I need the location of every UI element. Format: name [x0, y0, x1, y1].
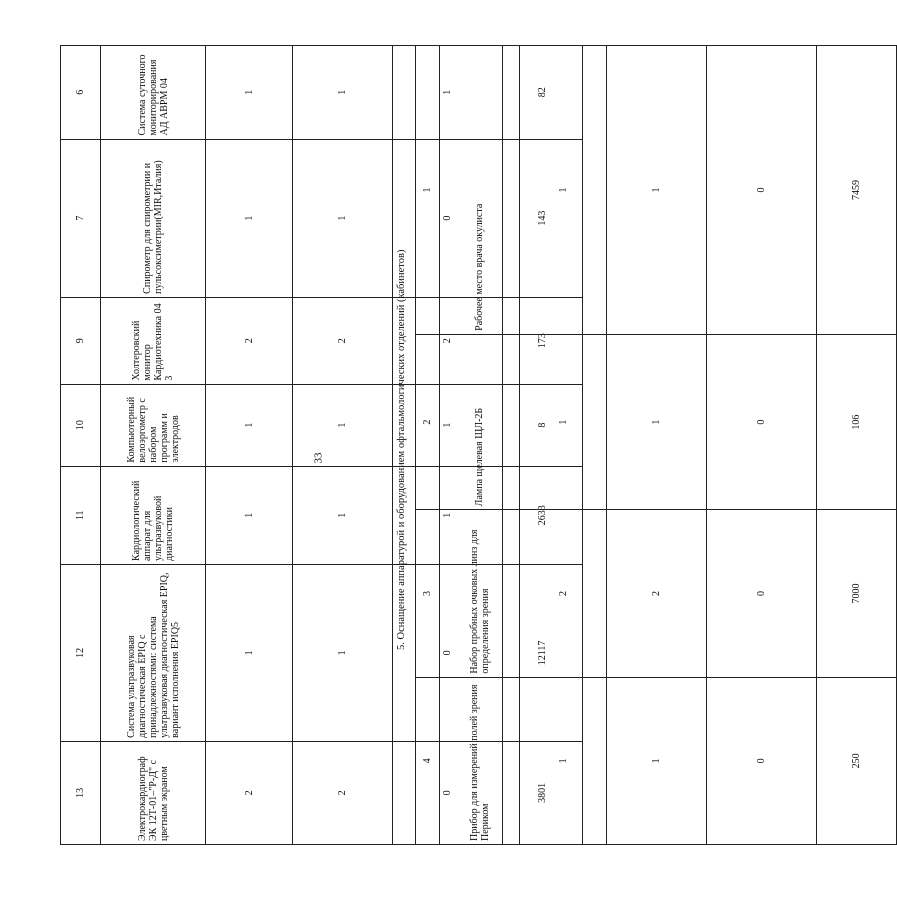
- field-row-c2: [293, 46, 393, 845]
- cell-no: 12: [61, 564, 101, 741]
- cell-c1: 1: [206, 564, 293, 741]
- cell-c3: 0: [707, 46, 817, 335]
- cell-c1: 2: [206, 741, 293, 844]
- cell-no: 1: [416, 46, 440, 335]
- cell-no: 9: [61, 297, 101, 384]
- cell-name: Компьютерный велоэргометр с набором программ и электродов: [101, 384, 206, 466]
- cell-c3: 0: [707, 334, 817, 509]
- cell-c1: 1: [206, 46, 293, 140]
- cell-c3: 0: [393, 741, 503, 844]
- cell-c4: 3801: [503, 741, 583, 844]
- cell-c1: 1: [206, 139, 293, 297]
- field-row-c1: [206, 46, 293, 845]
- cell-name: Холтеровский монитор Кардиотехника 04 3: [101, 297, 206, 384]
- cell-no: 2: [416, 334, 440, 509]
- field-row-no: [61, 46, 101, 845]
- equipment-table-bottom: [415, 45, 897, 845]
- page-number: 33: [312, 452, 325, 464]
- cell-c1: 1: [206, 384, 293, 466]
- cell-name: Спирометр для спирометрии и пульсоксиметрии(MIR,Италия): [101, 139, 206, 297]
- cell-c2: 1: [293, 46, 393, 140]
- cell-c3: 0: [393, 564, 503, 741]
- cell-c3: 1: [393, 46, 503, 140]
- cell-c1: 2: [206, 297, 293, 384]
- cell-name: Кардиологический аппарат для ультразвуковой диагностики: [101, 466, 206, 564]
- cell-no: 13: [61, 741, 101, 844]
- cell-name: Система суточного мониторирования АД АВРМ 04: [101, 46, 206, 140]
- cell-no: 10: [61, 384, 101, 466]
- field-row-c4: [817, 46, 897, 845]
- cell-c4: 7459: [817, 46, 897, 335]
- cell-no: 4: [416, 677, 440, 844]
- cell-c2: 1: [293, 384, 393, 466]
- cell-c2: 1: [607, 677, 707, 844]
- cell-c1: 1: [520, 334, 607, 509]
- cell-name: Прибор для измерений полей зрения Периком: [440, 677, 520, 844]
- cell-c1: 1: [520, 46, 607, 335]
- cell-c4: 106: [817, 334, 897, 509]
- field-row-c2: [607, 46, 707, 845]
- cell-c3: 2: [393, 297, 503, 384]
- cell-c3: 0: [393, 139, 503, 297]
- cell-c2: 2: [293, 741, 393, 844]
- cell-c2: 2: [607, 510, 707, 677]
- cell-c3: 1: [393, 466, 503, 564]
- cell-c4: 7000: [817, 510, 897, 677]
- cell-no: 11: [61, 466, 101, 564]
- cell-name: Рабочее место врача окулиста: [440, 46, 520, 335]
- cell-c2: 2: [293, 297, 393, 384]
- cell-name: Система ультразвуковая диагностическая EPIQ с принадлежностями: система ультразвуковая диагностическая EPIQ, вариант исполнения EPIQ5: [101, 564, 206, 741]
- cell-c4: 143: [503, 139, 583, 297]
- cell-c4: 82: [503, 46, 583, 140]
- cell-c2: 1: [293, 139, 393, 297]
- cell-name: Электрокардиограф ЭК 12Т-01–"Р-Д" с цветным экраном: [101, 741, 206, 844]
- cell-c3: 0: [707, 677, 817, 844]
- cell-c4: 2633: [503, 466, 583, 564]
- cell-name: Набор пробных очковых линз для определения зрения: [440, 510, 520, 677]
- cell-c2: 1: [293, 564, 393, 741]
- cell-c4: 250: [817, 677, 897, 844]
- cell-c4: 173: [503, 297, 583, 384]
- cell-c3: 1: [393, 384, 503, 466]
- field-row-c1: [520, 46, 607, 845]
- cell-c2: 1: [607, 334, 707, 509]
- field-row-c3: [707, 46, 817, 845]
- cell-c1: 1: [520, 677, 607, 844]
- cell-c1: 1: [206, 466, 293, 564]
- cell-no: 3: [416, 510, 440, 677]
- cell-c4: 8: [503, 384, 583, 466]
- field-row-no: [416, 46, 440, 845]
- cell-c2: 1: [607, 46, 707, 335]
- field-row-name: [101, 46, 206, 845]
- cell-no: 6: [61, 46, 101, 140]
- cell-name: Лампа щелевая ЩЛ-2Б: [440, 334, 520, 509]
- cell-c3: 0: [707, 510, 817, 677]
- cell-no: 7: [61, 139, 101, 297]
- cell-c1: 2: [520, 510, 607, 677]
- section-title: 5. Оснащение аппаратурой и оборудованием офтальмологических отделений (кабинетов): [396, 249, 407, 650]
- field-row-name: [440, 46, 520, 845]
- cell-c4: 12117: [503, 564, 583, 741]
- cell-c2: 1: [293, 466, 393, 564]
